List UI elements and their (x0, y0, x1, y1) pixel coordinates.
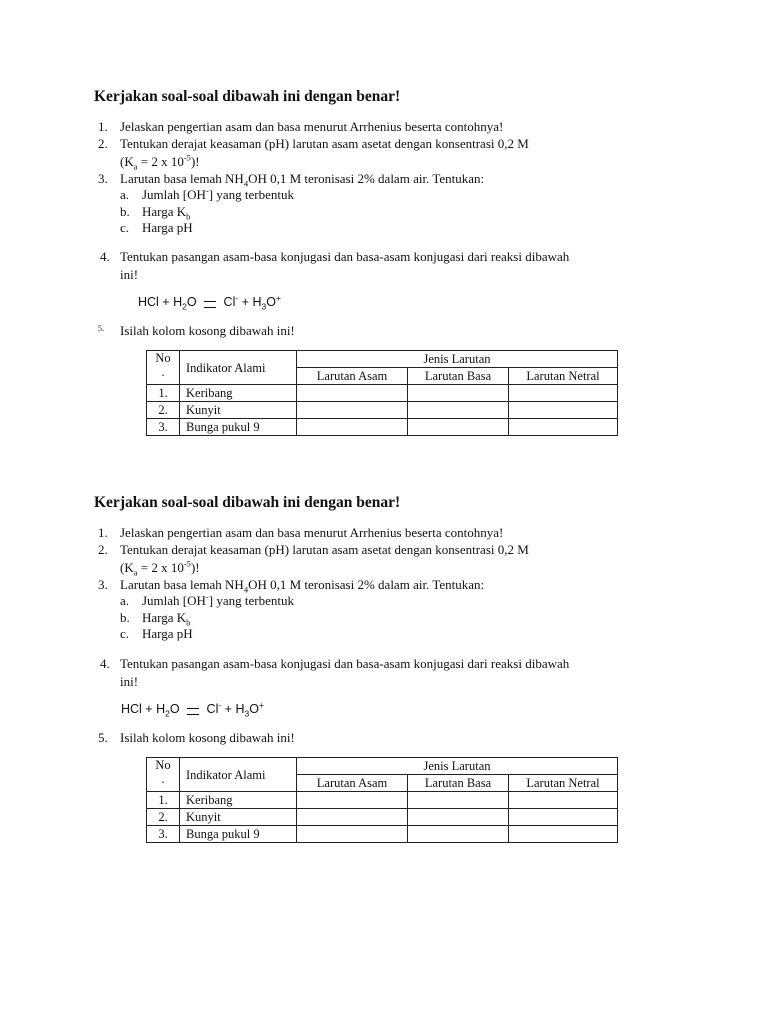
empty-cell[interactable] (408, 826, 509, 843)
empty-cell[interactable] (509, 402, 618, 419)
empty-cell[interactable] (297, 826, 408, 843)
empty-cell[interactable] (509, 419, 618, 436)
table-row: 2. Kunyit (147, 809, 618, 826)
worksheet-title: Kerjakan soal-soal dibawah ini dengan benar! (94, 88, 401, 105)
header-no: No . (147, 351, 180, 385)
header-acid: Larutan Asam (297, 775, 408, 792)
question-1: 1. Jelaskan pengertian asam dan basa menurut Arrhenius beserta contohnya! (98, 119, 504, 134)
header-acid: Larutan Asam (297, 368, 408, 385)
question-3a: a. Jumlah [OH-] yang terbentuk (120, 185, 294, 202)
question-3b: b. Harga $K_b$ (120, 204, 191, 222)
table-row: 1. Keribang (147, 385, 618, 402)
indicator-table (146, 350, 618, 436)
equilibrium-arrow-icon (204, 301, 216, 308)
question-4-continuation: ini! (120, 674, 139, 689)
empty-cell[interactable] (297, 385, 408, 402)
indicator-table (146, 757, 618, 843)
question-4-continuation: ini! (120, 267, 139, 282)
empty-cell[interactable] (509, 826, 618, 843)
empty-cell[interactable] (297, 402, 408, 419)
header-solution-type: Jenis Larutan (297, 758, 618, 775)
header-neutral: Larutan Netral (509, 368, 618, 385)
question-3: 3. Larutan basa lemah $NH_4OH$ 0,1 M teronisasi 2% dalam air. Tentukan: (98, 577, 485, 595)
question-2: 2. Tentukan derajat keasaman (pH) larutan asam asetat dengan konsentrasi 0,2 M (98, 136, 529, 151)
header-no: No . (147, 758, 180, 792)
header-indicator: Indikator Alami (180, 758, 297, 792)
question-1: 1. Jelaskan pengertian asam dan basa menurut Arrhenius beserta contohnya! (98, 525, 504, 540)
question-4: 4. Tentukan pasangan asam-basa konjugasi dan basa-asam konjugasi dari reaksi dibawah (100, 249, 570, 264)
empty-cell[interactable] (408, 385, 509, 402)
equilibrium-arrow-icon (187, 708, 199, 715)
reaction-equation: HCl + $H_2O$ $Cl^- + H_3O^+$ (138, 292, 281, 312)
header-base: Larutan Basa (408, 368, 509, 385)
question-3c: c. Harga pH (120, 220, 193, 235)
empty-cell[interactable] (509, 385, 618, 402)
empty-cell[interactable] (509, 792, 618, 809)
question-3b: b. Harga $K_b$ (120, 610, 191, 628)
header-base: Larutan Basa (408, 775, 509, 792)
question-5: $^{5.}$ Isilah kolom kosong dibawah ini! (98, 323, 295, 338)
worksheet-title: Kerjakan soal-soal dibawah ini dengan benar! (94, 494, 401, 511)
question-3c: c. Harga pH (120, 626, 193, 641)
empty-cell[interactable] (408, 809, 509, 826)
empty-cell[interactable] (297, 809, 408, 826)
question-2-continuation: ($K_a = 2$ x $10^{-5}$)! (120, 152, 200, 172)
question-5: 5. Isilah kolom kosong dibawah ini! (98, 730, 295, 745)
empty-cell[interactable] (408, 402, 509, 419)
empty-cell[interactable] (297, 419, 408, 436)
table-row: 3. Bunga pukul 9 (147, 826, 618, 843)
table-row: 3. Bunga pukul 9 (147, 419, 618, 436)
table-row: 1. Keribang (147, 792, 618, 809)
question-4: 4. Tentukan pasangan asam-basa konjugasi dan basa-asam konjugasi dari reaksi dibawah (100, 656, 570, 671)
question-3a: a. Jumlah [OH-] yang terbentuk (120, 591, 294, 608)
question-2: 2. Tentukan derajat keasaman (pH) larutan asam asetat dengan konsentrasi 0,2 M (98, 542, 529, 557)
question-2-continuation: ($K_a = 2$ x $10^{-5}$)! (120, 558, 200, 578)
question-3: 3. Larutan basa lemah $NH_4OH$ 0,1 M teronisasi 2% dalam air. Tentukan: (98, 171, 485, 189)
empty-cell[interactable] (408, 419, 509, 436)
header-indicator: Indikator Alami (180, 351, 297, 385)
reaction-equation: HCl + $H_2O$ $Cl^- + H_3O^+$ (121, 699, 264, 719)
empty-cell[interactable] (408, 792, 509, 809)
table-row: 2. Kunyit (147, 402, 618, 419)
empty-cell[interactable] (297, 792, 408, 809)
header-neutral: Larutan Netral (509, 775, 618, 792)
empty-cell[interactable] (509, 809, 618, 826)
header-solution-type: Jenis Larutan (297, 351, 618, 368)
